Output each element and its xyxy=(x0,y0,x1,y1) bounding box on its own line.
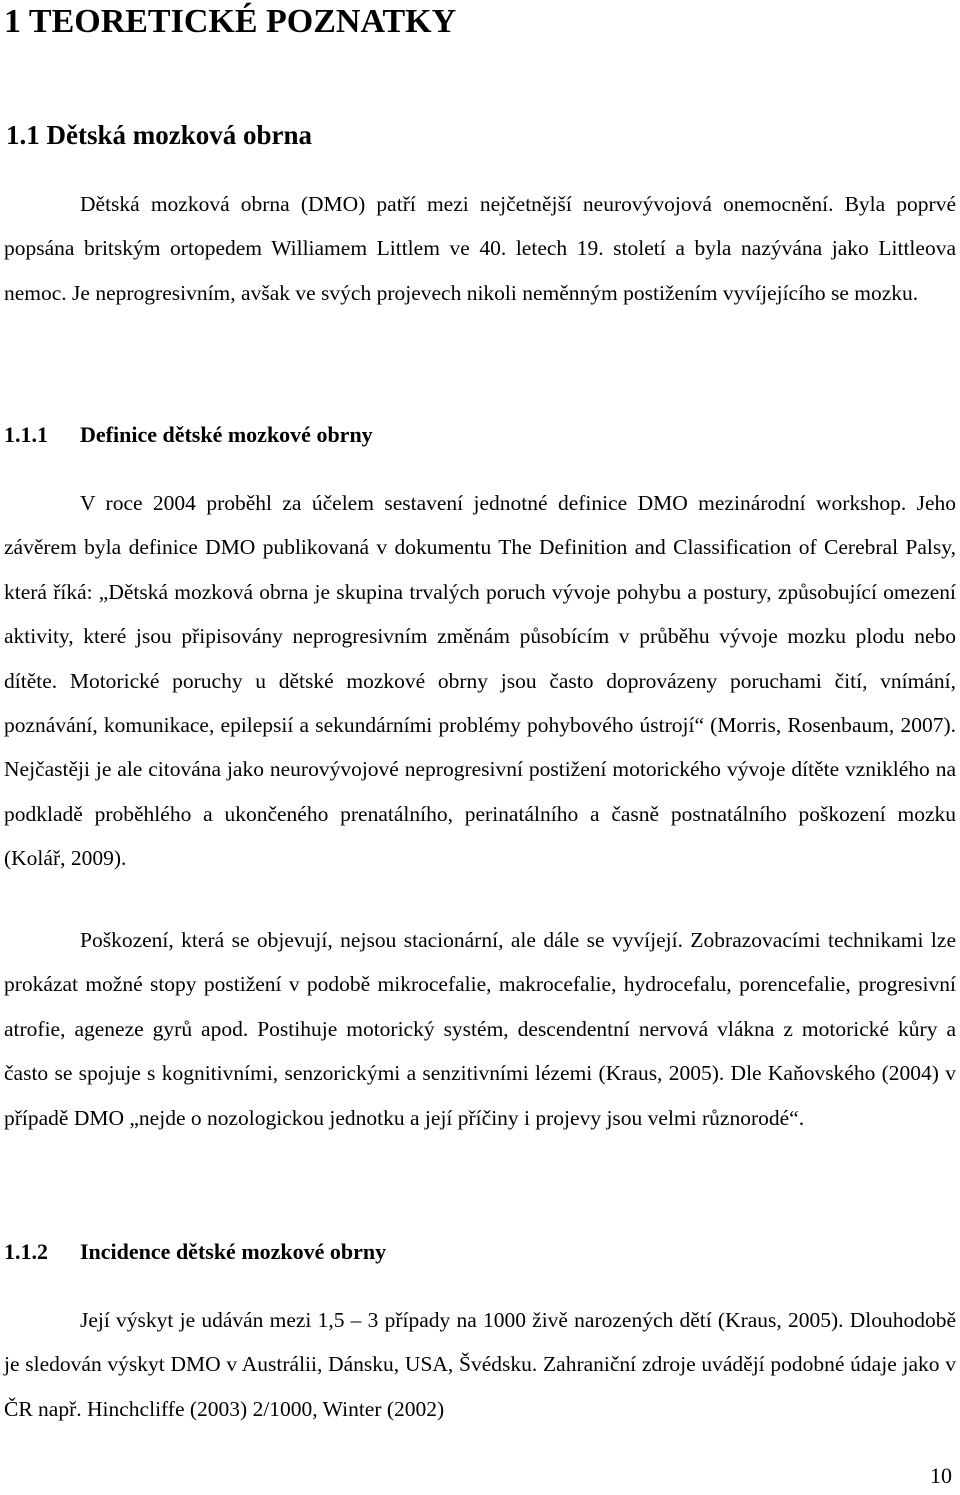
definice-paragraph-1: V roce 2004 proběhl za účelem sestavení jednotné definice DMO mezinárodní workshop. Jeho závěrem byla definice DMO publikovaná v dokumentu The Definition and Classification of Cerebral Palsy, která říká: „Dětská mozková obrna je skupina trvalých poruch vývoje pohybu a postury, způsobující omezení aktivity, které jsou připisovány neprogresivním změnám působícím v průběhu vývoje mozku plodu nebo dítěte. Motorické poruchy u dětské mozkové obrny jsou často doprovázeny poruchami čití, vnímání, poznávání, komunikace, epilepsií a sekundárními problémy pohybového ústrojí“ (Morris, Rosenbaum, 2007). Nejčastěji je ale citována jako neurovývojové neprogresivní postižení motorického vývoje dítěte vzniklého na podkladě proběhlého a ukončeného prenatálního, perinatálního a časně postnatálního poškození mozku (Kolář, 2009). xyxy=(4,491,956,871)
subsection-heading-incidence xyxy=(4,1237,386,1267)
chapter-heading: 1 TEORETICKÉ POZNATKY xyxy=(4,3,457,40)
subsection-heading-definice xyxy=(4,420,373,450)
subsection-number: 1.1.2 xyxy=(4,1239,48,1264)
section-paragraph: Dětská mozková obrna (DMO) patří mezi nejčetnější neurovývojová onemocnění. Byla poprvé popsána britským ortopedem Williamem Littlem ve 40. letech 19. století a byla nazývána jako Littleova nemoc. Je neprogresivním, avšak ve svých projevech nikoli neměnným postižením vyvíjejícího se mozku. xyxy=(4,192,956,305)
subsection-title: Definice dětské mozkové obrny xyxy=(80,422,373,447)
incidence-paragraph-1: Její výskyt je udáván mezi 1,5 – 3 případy na 1000 živě narozených dětí (Kraus, 2005). Dlouhodobě je sledován výskyt DMO v Austrálii, Dánsku, USA, Švédsku. Zahraniční zdroje uvádějí podobné údaje jako v ČR např. Hinchcliffe (2003) 2/1000, Winter (2002) xyxy=(4,1308,956,1421)
subsection-number: 1.1.1 xyxy=(4,422,48,447)
page-number: 10 xyxy=(930,1463,952,1488)
section-heading: 1.1 Dětská mozková obrna xyxy=(6,120,313,150)
subsection-title: Incidence dětské mozkové obrny xyxy=(80,1239,387,1264)
definice-paragraph-2: Poškození, která se objevují, nejsou stacionární, ale dále se vyvíjejí. Zobrazovacími technikami lze prokázat možné stopy postižení v podobě mikrocefalie, makrocefalie, hydrocefalu, porencefalie, progresivní atrofie, ageneze gyrů apod. Postihuje motorický systém, descendentní nervová vlákna z motorické kůry a často se spojuje s kognitivními, senzorickými a senzitivními lézemi (Kraus, 2005). Dle Kaňovského (2004) v případě DMO „nejde o nozologickou jednotku a její příčiny i projevy jsou velmi různorodé“. xyxy=(4,928,956,1130)
